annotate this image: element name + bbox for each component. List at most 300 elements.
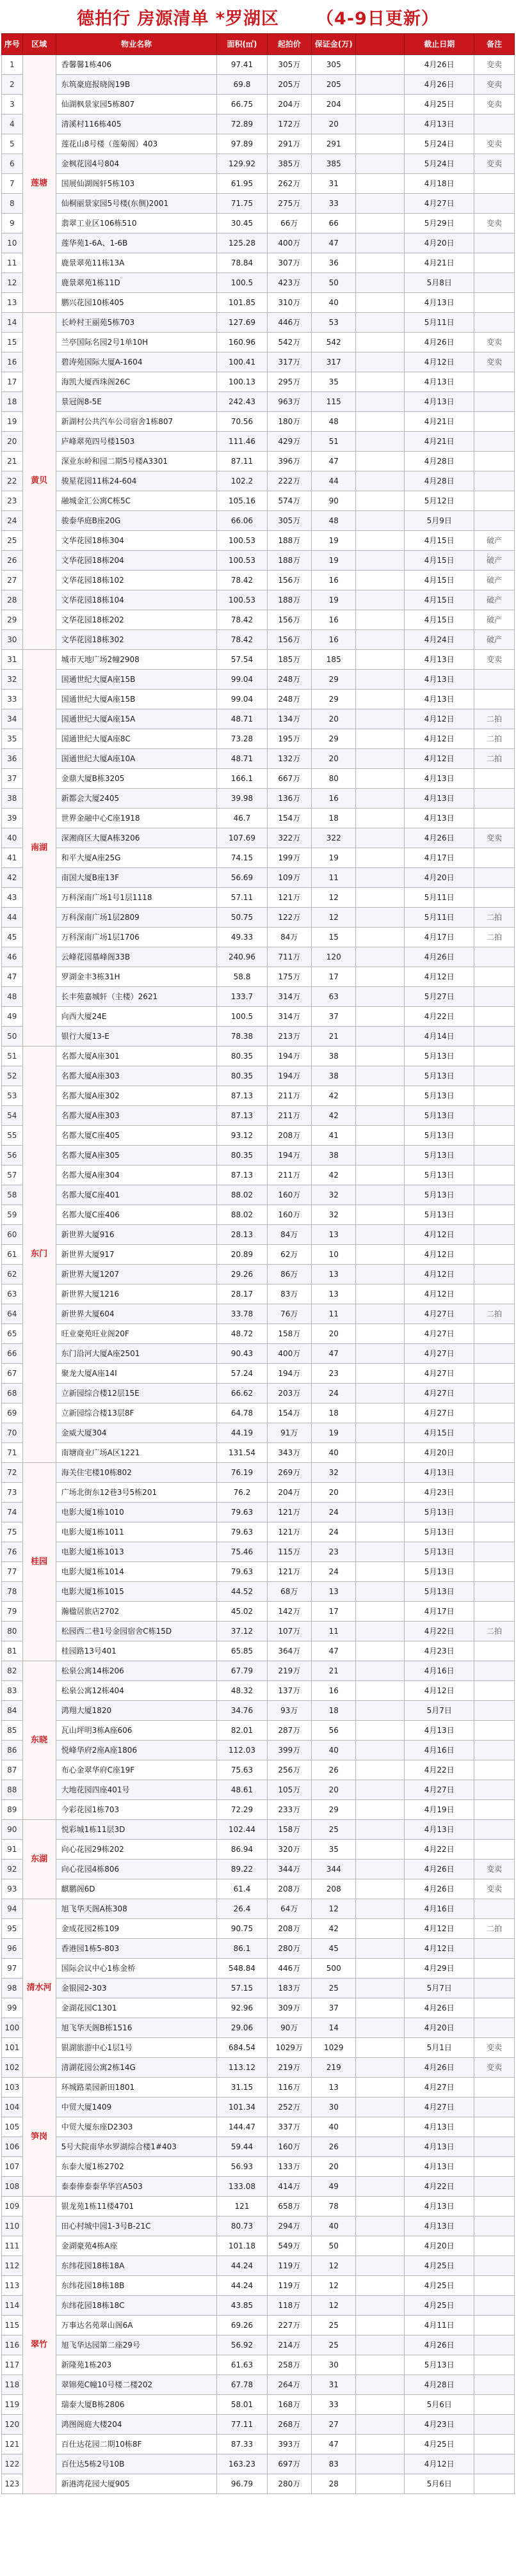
cell-deposit: 16 — [312, 610, 356, 630]
cell-deposit-extra — [356, 55, 405, 75]
cell-deposit: 25 — [312, 2335, 356, 2355]
cell-deadline: 4月26日 — [405, 2058, 474, 2078]
cell-property-name: 名都大厦A座303 — [56, 1106, 217, 1126]
cell-property-name: 旭飞华天阁A栋308 — [56, 1899, 217, 1919]
cell-deposit-extra — [356, 2335, 405, 2355]
cell-area: 240.96 — [217, 947, 267, 967]
cell-no: 105 — [2, 2117, 23, 2137]
cell-deposit-extra — [356, 352, 405, 372]
cell-property-name: 和平大厦A座25G — [56, 848, 217, 868]
cell-no: 25 — [2, 531, 23, 551]
cell-no: 41 — [2, 848, 23, 868]
cell-start-price: 219万 — [267, 1661, 311, 1681]
cell-property-name: 瑞泰大厦B栋2806 — [56, 2395, 217, 2415]
cell-deposit-extra — [356, 1027, 405, 1047]
table-row — [2, 1681, 515, 1701]
cell-start-price: 542万 — [267, 333, 311, 352]
cell-no: 89 — [2, 1800, 23, 1820]
cell-remark: 破产 — [474, 551, 514, 571]
cell-area: 73.28 — [217, 729, 267, 749]
cell-deadline: 4月25日 — [405, 95, 474, 115]
table-row — [2, 1106, 515, 1126]
cell-start-price: 227万 — [267, 2316, 311, 2335]
cell-deposit: 26 — [312, 2137, 356, 2157]
cell-no: 53 — [2, 1086, 23, 1106]
cell-no: 102 — [2, 2058, 23, 2078]
header-area: 面积(㎡) — [217, 34, 267, 55]
table-row — [2, 590, 515, 610]
cell-deposit: 12 — [312, 2296, 356, 2316]
cell-no: 48 — [2, 987, 23, 1007]
cell-deadline: 4月12日 — [405, 967, 474, 987]
cell-area: 48.72 — [217, 1324, 267, 1344]
table-row — [2, 809, 515, 828]
cell-no: 118 — [2, 2375, 23, 2395]
table-row — [2, 1899, 515, 1919]
cell-deposit-extra — [356, 1899, 405, 1919]
cell-start-price: 121万 — [267, 1503, 311, 1522]
cell-no: 3 — [2, 95, 23, 115]
cell-area: 100.53 — [217, 531, 267, 551]
cell-deadline: 4月13日 — [405, 1820, 474, 1840]
cell-remark — [474, 1443, 514, 1463]
cell-deposit-extra — [356, 491, 405, 511]
cell-deadline: 4月27日 — [405, 194, 474, 214]
cell-area: 78.84 — [217, 253, 267, 273]
cell-remark — [474, 511, 514, 531]
cell-area: 44.52 — [217, 1582, 267, 1602]
cell-deposit: 1029 — [312, 2038, 356, 2058]
cell-deposit-extra — [356, 868, 405, 888]
cell-remark: 变卖 — [474, 214, 514, 233]
cell-deadline: 5月27日 — [405, 987, 474, 1007]
cell-no: 85 — [2, 1721, 23, 1741]
cell-area: 80.35 — [217, 1066, 267, 1086]
cell-deposit: 291 — [312, 134, 356, 154]
cell-area: 56.69 — [217, 868, 267, 888]
cell-property-name: 银湖旅游中心1层1号 — [56, 2038, 217, 2058]
cell-area: 548.84 — [217, 1959, 267, 1979]
cell-deadline: 4月15日 — [405, 531, 474, 551]
cell-property-name: 文华花园18栋202 — [56, 610, 217, 630]
cell-no: 109 — [2, 2197, 23, 2216]
cell-no: 21 — [2, 452, 23, 471]
cell-start-price: 205万 — [267, 75, 311, 95]
cell-deposit-extra — [356, 134, 405, 154]
cell-remark — [474, 432, 514, 452]
cell-deposit-extra — [356, 214, 405, 233]
cell-deadline: 5月13日 — [405, 1126, 474, 1146]
cell-property-name: 银行大厦13-E — [56, 1027, 217, 1047]
cell-area: 76.19 — [217, 1463, 267, 1483]
district-cell: 桂园 — [22, 1463, 56, 1661]
table-row — [2, 2157, 515, 2177]
cell-deadline: 4月12日 — [405, 709, 474, 729]
cell-area: 79.63 — [217, 1562, 267, 1582]
table-header — [2, 34, 515, 55]
cell-property-name: 旭飞华达园第二座29号 — [56, 2335, 217, 2355]
table-row — [2, 75, 515, 95]
cell-property-name: 电影大厦1栋1010 — [56, 1503, 217, 1522]
cell-deadline: 4月13日 — [405, 372, 474, 392]
table-row — [2, 1047, 515, 1066]
cell-start-price: 118万 — [267, 2296, 311, 2316]
cell-no: 87 — [2, 1760, 23, 1780]
cell-deposit: 20 — [312, 2157, 356, 2177]
cell-deposit: 12 — [312, 1899, 356, 1919]
cell-area: 72.89 — [217, 115, 267, 134]
header-no: 序号 — [2, 34, 23, 55]
cell-deposit: 20 — [312, 1483, 356, 1503]
cell-deposit: 23 — [312, 1364, 356, 1384]
table-row — [2, 1939, 515, 1959]
cell-area: 37.12 — [217, 1622, 267, 1641]
cell-deposit: 49 — [312, 2177, 356, 2197]
table-row — [2, 471, 515, 491]
table-row — [2, 1820, 515, 1840]
cell-start-price: 203万 — [267, 1384, 311, 1403]
table-body — [2, 55, 515, 2494]
cell-start-price: 64万 — [267, 1899, 311, 1919]
cell-remark — [474, 1344, 514, 1364]
page-title-update: （4-9日更新） — [316, 8, 439, 29]
cell-start-price: 256万 — [267, 1760, 311, 1780]
cell-deposit: 500 — [312, 1959, 356, 1979]
cell-no: 68 — [2, 1384, 23, 1403]
cell-area: 100.5 — [217, 1007, 267, 1027]
cell-deadline: 4月23日 — [405, 2415, 474, 2435]
cell-no: 111 — [2, 2236, 23, 2256]
cell-area: 99.04 — [217, 670, 267, 690]
cell-start-price: 310万 — [267, 293, 311, 313]
cell-remark — [474, 1542, 514, 1562]
cell-deposit-extra — [356, 1503, 405, 1522]
cell-no: 104 — [2, 2098, 23, 2117]
cell-property-name: 立新园综合楼13层8F — [56, 1403, 217, 1423]
cell-deadline: 4月14日 — [405, 1027, 474, 1047]
cell-deposit: 28 — [312, 2474, 356, 2494]
cell-area: 107.69 — [217, 828, 267, 848]
cell-area: 66.62 — [217, 1384, 267, 1403]
cell-deposit-extra — [356, 511, 405, 531]
cell-start-price: 194万 — [267, 1146, 311, 1166]
cell-area: 80.35 — [217, 1146, 267, 1166]
cell-no: 55 — [2, 1126, 23, 1146]
cell-remark — [474, 1166, 514, 1185]
cell-deposit: 24 — [312, 1562, 356, 1582]
table-row — [2, 214, 515, 233]
cell-property-name: 金湖花园C1301 — [56, 1998, 217, 2018]
cell-start-price: 208万 — [267, 1879, 311, 1899]
cell-deadline: 4月13日 — [405, 115, 474, 134]
cell-deposit: 12 — [312, 908, 356, 928]
cell-deposit: 30 — [312, 2355, 356, 2375]
cell-deadline: 4月15日 — [405, 1423, 474, 1443]
cell-deposit: 21 — [312, 1027, 356, 1047]
cell-no: 73 — [2, 1483, 23, 1503]
cell-no: 67 — [2, 1364, 23, 1384]
table-row — [2, 2117, 515, 2137]
cell-no: 75 — [2, 1522, 23, 1542]
cell-property-name: 银龙苑1栋11楼4701 — [56, 2197, 217, 2216]
table-row — [2, 1324, 515, 1344]
cell-start-price: 188万 — [267, 590, 311, 610]
cell-deposit: 38 — [312, 1066, 356, 1086]
cell-deposit-extra — [356, 293, 405, 313]
cell-deposit-extra — [356, 194, 405, 214]
cell-start-price: 204万 — [267, 1483, 311, 1503]
cell-property-name: 新港湾花园大厦905 — [56, 2474, 217, 2494]
cell-property-name: 香港园1栋5-803 — [56, 1939, 217, 1959]
cell-deadline: 4月25日 — [405, 2296, 474, 2316]
cell-deposit: 11 — [312, 1304, 356, 1324]
cell-no: 15 — [2, 333, 23, 352]
cell-no: 119 — [2, 2395, 23, 2415]
cell-property-name: 南塘商业广场A区1221 — [56, 1443, 217, 1463]
cell-deadline: 5月24日 — [405, 154, 474, 174]
cell-property-name: 东纬花园18栋18A — [56, 2256, 217, 2276]
cell-no: 84 — [2, 1701, 23, 1721]
cell-deposit: 47 — [312, 1641, 356, 1661]
cell-no: 32 — [2, 670, 23, 690]
cell-remark — [474, 868, 514, 888]
cell-deposit-extra — [356, 1384, 405, 1403]
cell-start-price: 119万 — [267, 2256, 311, 2276]
table-row — [2, 491, 515, 511]
cell-area: 79.63 — [217, 1522, 267, 1542]
cell-property-name: 桂园路13号401 — [56, 1641, 217, 1661]
cell-deposit-extra — [356, 2276, 405, 2296]
cell-deadline: 4月15日 — [405, 610, 474, 630]
cell-remark: 二拍 — [474, 1919, 514, 1939]
table-row — [2, 2335, 515, 2355]
cell-deadline: 5月11日 — [405, 908, 474, 928]
cell-no: 88 — [2, 1780, 23, 1800]
cell-deposit-extra — [356, 471, 405, 491]
cell-deadline: 4月16日 — [405, 1899, 474, 1919]
table-row — [2, 1701, 515, 1721]
cell-start-price: 109万 — [267, 868, 311, 888]
cell-start-price: 188万 — [267, 531, 311, 551]
table-row — [2, 1463, 515, 1483]
cell-deposit: 45 — [312, 1939, 356, 1959]
cell-start-price: 320万 — [267, 1840, 311, 1860]
cell-area: 129.92 — [217, 154, 267, 174]
cell-deadline: 4月26日 — [405, 55, 474, 75]
cell-start-price: 105万 — [267, 1780, 311, 1800]
cell-area: 79.63 — [217, 1503, 267, 1522]
cell-deposit-extra — [356, 1641, 405, 1661]
table-row — [2, 432, 515, 452]
cell-remark — [474, 1027, 514, 1047]
cell-no: 69 — [2, 1403, 23, 1423]
cell-remark: 二拍 — [474, 749, 514, 769]
table-row — [2, 2435, 515, 2454]
header-property-name: 物业名称 — [56, 34, 217, 55]
cell-deposit: 37 — [312, 1007, 356, 1027]
cell-property-name: 电影大厦1栋1015 — [56, 1582, 217, 1602]
cell-no: 94 — [2, 1899, 23, 1919]
cell-no: 42 — [2, 868, 23, 888]
table-row — [2, 928, 515, 947]
cell-no: 116 — [2, 2335, 23, 2355]
cell-deadline: 5月8日 — [405, 273, 474, 293]
cell-start-price: 658万 — [267, 2197, 311, 2216]
cell-remark — [474, 1820, 514, 1840]
cell-remark: 变卖 — [474, 2038, 514, 2058]
cell-remark — [474, 1998, 514, 2018]
table-row — [2, 1959, 515, 1979]
table-row — [2, 1661, 515, 1681]
cell-deposit: 11 — [312, 1622, 356, 1641]
cell-deposit: 32 — [312, 1463, 356, 1483]
cell-deadline: 4月22日 — [405, 1622, 474, 1641]
cell-property-name: 文华花园18栋304 — [56, 531, 217, 551]
cell-property-name: 清湖花园公寓2栋14G — [56, 2058, 217, 2078]
cell-start-price: 211万 — [267, 1086, 311, 1106]
cell-deposit-extra — [356, 1840, 405, 1860]
cell-property-name: 文华花园18栋204 — [56, 551, 217, 571]
cell-area: 66.75 — [217, 95, 267, 115]
cell-deposit-extra — [356, 1483, 405, 1503]
cell-no: 65 — [2, 1324, 23, 1344]
cell-property-name: 向心花园29栋202 — [56, 1840, 217, 1860]
table-row — [2, 1443, 515, 1463]
cell-deposit-extra — [356, 2395, 405, 2415]
cell-deposit: 44 — [312, 471, 356, 491]
cell-deposit: 36 — [312, 253, 356, 273]
cell-area: 684.54 — [217, 2038, 267, 2058]
cell-remark — [474, 1463, 514, 1483]
cell-remark — [474, 1126, 514, 1146]
property-table — [1, 33, 515, 2494]
cell-deadline: 4月20日 — [405, 868, 474, 888]
cell-deposit-extra — [356, 75, 405, 95]
cell-property-name: 鸿翔大厦1820 — [56, 1701, 217, 1721]
table-row — [2, 967, 515, 987]
cell-deposit-extra — [356, 2058, 405, 2078]
header-deposit: 保证金(万) — [312, 34, 356, 55]
cell-deposit-extra — [356, 1582, 405, 1602]
cell-deadline: 5月13日 — [405, 1582, 474, 1602]
cell-area: 77.11 — [217, 2415, 267, 2435]
cell-property-name: 今彩花园1栋703 — [56, 1800, 217, 1820]
cell-area: 46.7 — [217, 809, 267, 828]
table-row — [2, 868, 515, 888]
cell-deadline: 5月29日 — [405, 214, 474, 233]
cell-area: 78.42 — [217, 630, 267, 650]
cell-remark — [474, 194, 514, 214]
cell-deposit: 30 — [312, 2098, 356, 2117]
cell-deadline: 4月12日 — [405, 729, 474, 749]
cell-property-name: 万事达名苑翠山阁6A — [56, 2316, 217, 2335]
cell-deadline: 5月13日 — [405, 1542, 474, 1562]
cell-start-price: 132万 — [267, 749, 311, 769]
cell-deposit-extra — [356, 1602, 405, 1622]
cell-no: 33 — [2, 690, 23, 709]
cell-area: 61.4 — [217, 1879, 267, 1899]
cell-remark — [474, 293, 514, 313]
cell-start-price: 322万 — [267, 828, 311, 848]
cell-deposit-extra — [356, 2454, 405, 2474]
district-cell: 笋岗 — [22, 2078, 56, 2197]
cell-no: 107 — [2, 2157, 23, 2177]
cell-deposit: 35 — [312, 372, 356, 392]
cell-start-price: 133万 — [267, 2157, 311, 2177]
cell-deposit-extra — [356, 590, 405, 610]
cell-deposit: 51 — [312, 432, 356, 452]
cell-deposit: 29 — [312, 690, 356, 709]
cell-deadline: 5月13日 — [405, 1047, 474, 1066]
cell-area: 71.75 — [217, 194, 267, 214]
cell-area: 80.73 — [217, 2216, 267, 2236]
cell-remark: 变卖 — [474, 650, 514, 670]
cell-property-name: 融城金汇公寓C栋5C — [56, 491, 217, 511]
cell-start-price: 337万 — [267, 2117, 311, 2137]
table-row — [2, 1760, 515, 1780]
cell-remark — [474, 372, 514, 392]
cell-property-name: 新世界大厦917 — [56, 1245, 217, 1265]
cell-deadline: 4月21日 — [405, 432, 474, 452]
cell-deadline: 4月27日 — [405, 1364, 474, 1384]
table-row — [2, 1919, 515, 1939]
cell-deadline: 4月18日 — [405, 174, 474, 194]
table-row — [2, 2018, 515, 2038]
cell-area: 31.15 — [217, 2078, 267, 2098]
cell-no: 83 — [2, 1681, 23, 1701]
cell-no: 74 — [2, 1503, 23, 1522]
table-row — [2, 908, 515, 928]
cell-start-price: 393万 — [267, 2435, 311, 2454]
cell-remark — [474, 1899, 514, 1919]
cell-remark — [474, 2474, 514, 2494]
table-row — [2, 1086, 515, 1106]
cell-property-name: 名都大厦A座304 — [56, 1166, 217, 1185]
cell-property-name: 深业东岭和园二期5号楼A3301 — [56, 452, 217, 471]
cell-deposit: 18 — [312, 1403, 356, 1423]
cell-remark — [474, 1721, 514, 1741]
cell-deposit-extra — [356, 531, 405, 551]
cell-remark: 变卖 — [474, 352, 514, 372]
table-row — [2, 947, 515, 967]
cell-area: 56.92 — [217, 2335, 267, 2355]
cell-deadline: 4月13日 — [405, 809, 474, 828]
cell-area: 102.44 — [217, 1820, 267, 1840]
cell-start-price: 248万 — [267, 670, 311, 690]
cell-property-name: 立新园综合楼12层15E — [56, 1384, 217, 1403]
cell-deadline: 4月13日 — [405, 650, 474, 670]
cell-no: 93 — [2, 1879, 23, 1899]
cell-property-name: 国通世纪大厦A座10A — [56, 749, 217, 769]
cell-property-name: 新世界大厦1216 — [56, 1284, 217, 1304]
cell-property-name: 骏泰华庭B座20G — [56, 511, 217, 531]
cell-deadline: 5月7日 — [405, 1701, 474, 1721]
table-row — [2, 2375, 515, 2395]
cell-deadline: 4月12日 — [405, 1225, 474, 1245]
cell-start-price: 400万 — [267, 233, 311, 253]
cell-property-name: 清溪村116栋405 — [56, 115, 217, 134]
cell-start-price: 314万 — [267, 987, 311, 1007]
cell-start-price: 258万 — [267, 2355, 311, 2375]
cell-deposit-extra — [356, 1423, 405, 1443]
cell-deadline: 4月26日 — [405, 1998, 474, 2018]
cell-remark — [474, 491, 514, 511]
cell-no: 13 — [2, 293, 23, 313]
cell-remark — [474, 1423, 514, 1443]
cell-deadline: 5月13日 — [405, 1066, 474, 1086]
cell-no: 47 — [2, 967, 23, 987]
cell-deposit-extra — [356, 452, 405, 471]
